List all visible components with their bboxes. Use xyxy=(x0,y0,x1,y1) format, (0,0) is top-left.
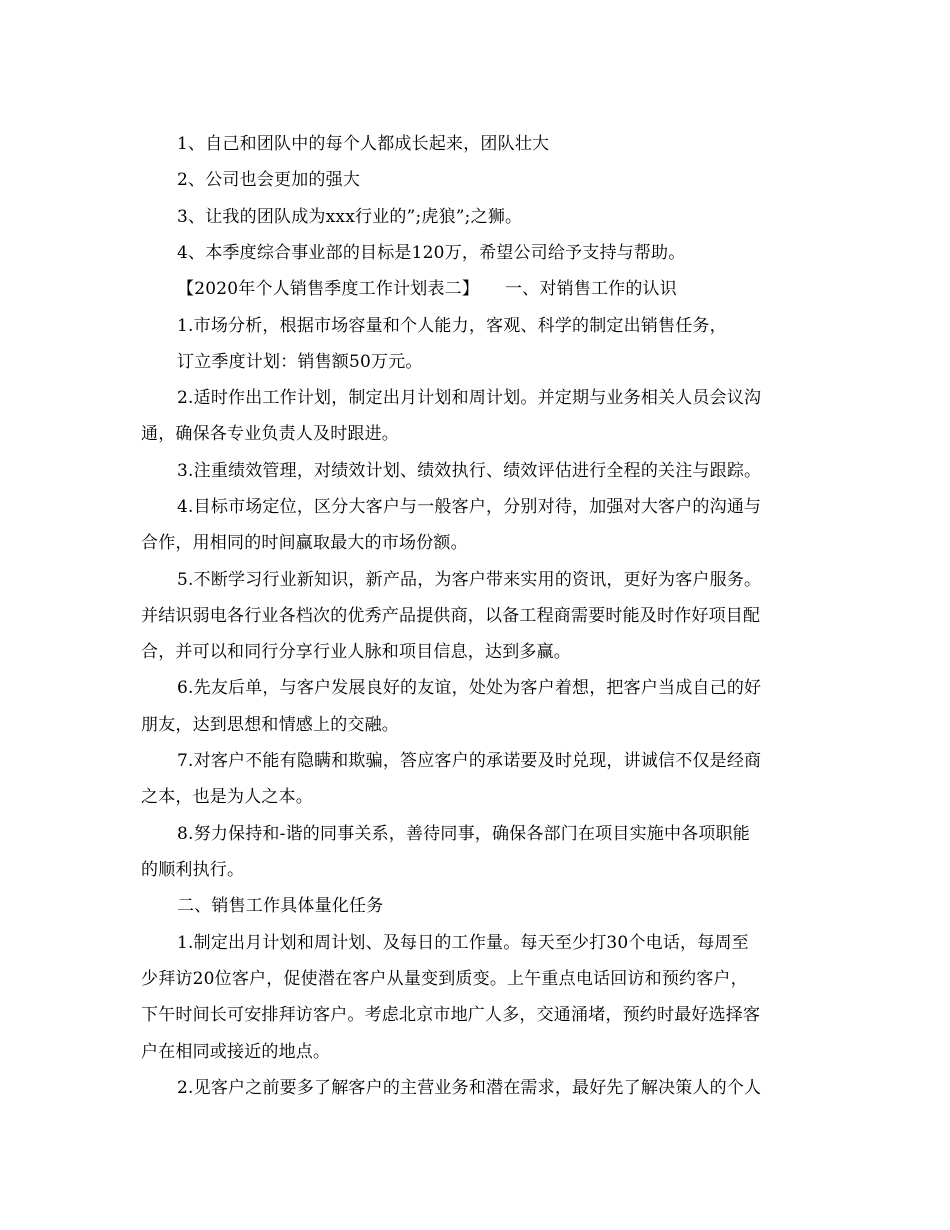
paragraph-line: 2、公司也会更加的强大 xyxy=(177,170,361,190)
paragraph-line: 3、让我的团队成为xxx行业的”;虎狼”;之狮。 xyxy=(177,207,523,227)
paragraph-line: 1.制定出月计划和周计划、及每日的工作量。每天至少打30个电话，每周至 xyxy=(177,933,749,953)
paragraph-line: 2.适时作出工作计划，制定出月计划和周计划。并定期与业务相关人员会议沟 xyxy=(177,388,762,408)
paragraph-line: 5.不断学习行业新知识，新产品，为客户带来实用的资讯，更好为客户服务。 xyxy=(177,570,762,590)
paragraph-line: 6.先友后单，与客户发展良好的友谊，处处为客户着想，把客户当成自己的好 xyxy=(177,678,762,698)
paragraph-line: 的顺利执行。 xyxy=(141,860,245,880)
paragraph-line: 8.努力保持和-谐的同事关系，善待同事，确保各部门在项目实施中各项职能 xyxy=(177,824,750,844)
paragraph-line: 合，并可以和同行分享行业人脉和项目信息，达到多赢。 xyxy=(141,642,571,662)
paragraph-line: 订立季度计划：销售额50万元。 xyxy=(177,352,423,372)
paragraph-line: 3.注重绩效管理，对绩效计划、绩效执行、绩效评估进行全程的关注与跟踪。 xyxy=(177,461,762,481)
paragraph-line: 1、自己和团队中的每个人都成长起来，团队壮大 xyxy=(177,134,550,154)
paragraph-line: 下午时间长可安排拜访客户。考虑北京市地广人多，交通涌堵，预约时最好选择客 xyxy=(141,1005,761,1025)
paragraph-line: 户在相同或接近的地点。 xyxy=(141,1042,331,1062)
paragraph-line: 之本，也是为人之本。 xyxy=(141,787,313,807)
paragraph-line: 朋友，达到思想和情感上的交融。 xyxy=(141,715,399,735)
paragraph-line: 通，确保各专业负责人及时跟进。 xyxy=(141,424,399,444)
paragraph-line: 并结识弱电各行业各档次的优秀产品提供商，以备工程商需要时能及时作好项目配 xyxy=(141,606,761,626)
section-heading-line: 二、销售工作具体量化任务 xyxy=(177,896,384,916)
paragraph-line: 2.见客户之前要多了解客户的主营业务和潜在需求，最好先了解决策人的个人 xyxy=(177,1078,762,1098)
paragraph-line: 4、本季度综合事业部的目标是120万，希望公司给予支持与帮助。 xyxy=(177,243,686,263)
paragraph-line: 1.市场分析，根据市场容量和个人能力，客观、科学的制定出销售任务， xyxy=(177,316,727,336)
paragraph-line: 7.对客户不能有隐瞒和欺骗，答应客户的承诺要及时兑现，讲诚信不仅是经商 xyxy=(177,751,762,771)
section-heading-line: 【2020年个人销售季度工作计划表二】 一、对销售工作的认识 xyxy=(177,279,677,299)
paragraph-line: 4.目标市场定位，区分大客户与一般客户，分别对待，加强对大客户的沟通与 xyxy=(177,497,762,517)
paragraph-line: 合作，用相同的时间赢取最大的市场份额。 xyxy=(141,533,468,553)
paragraph-line: 少拜访20位客户，促使潜在客户从量变到质变。上午重点电话回访和预约客户， xyxy=(141,969,748,989)
